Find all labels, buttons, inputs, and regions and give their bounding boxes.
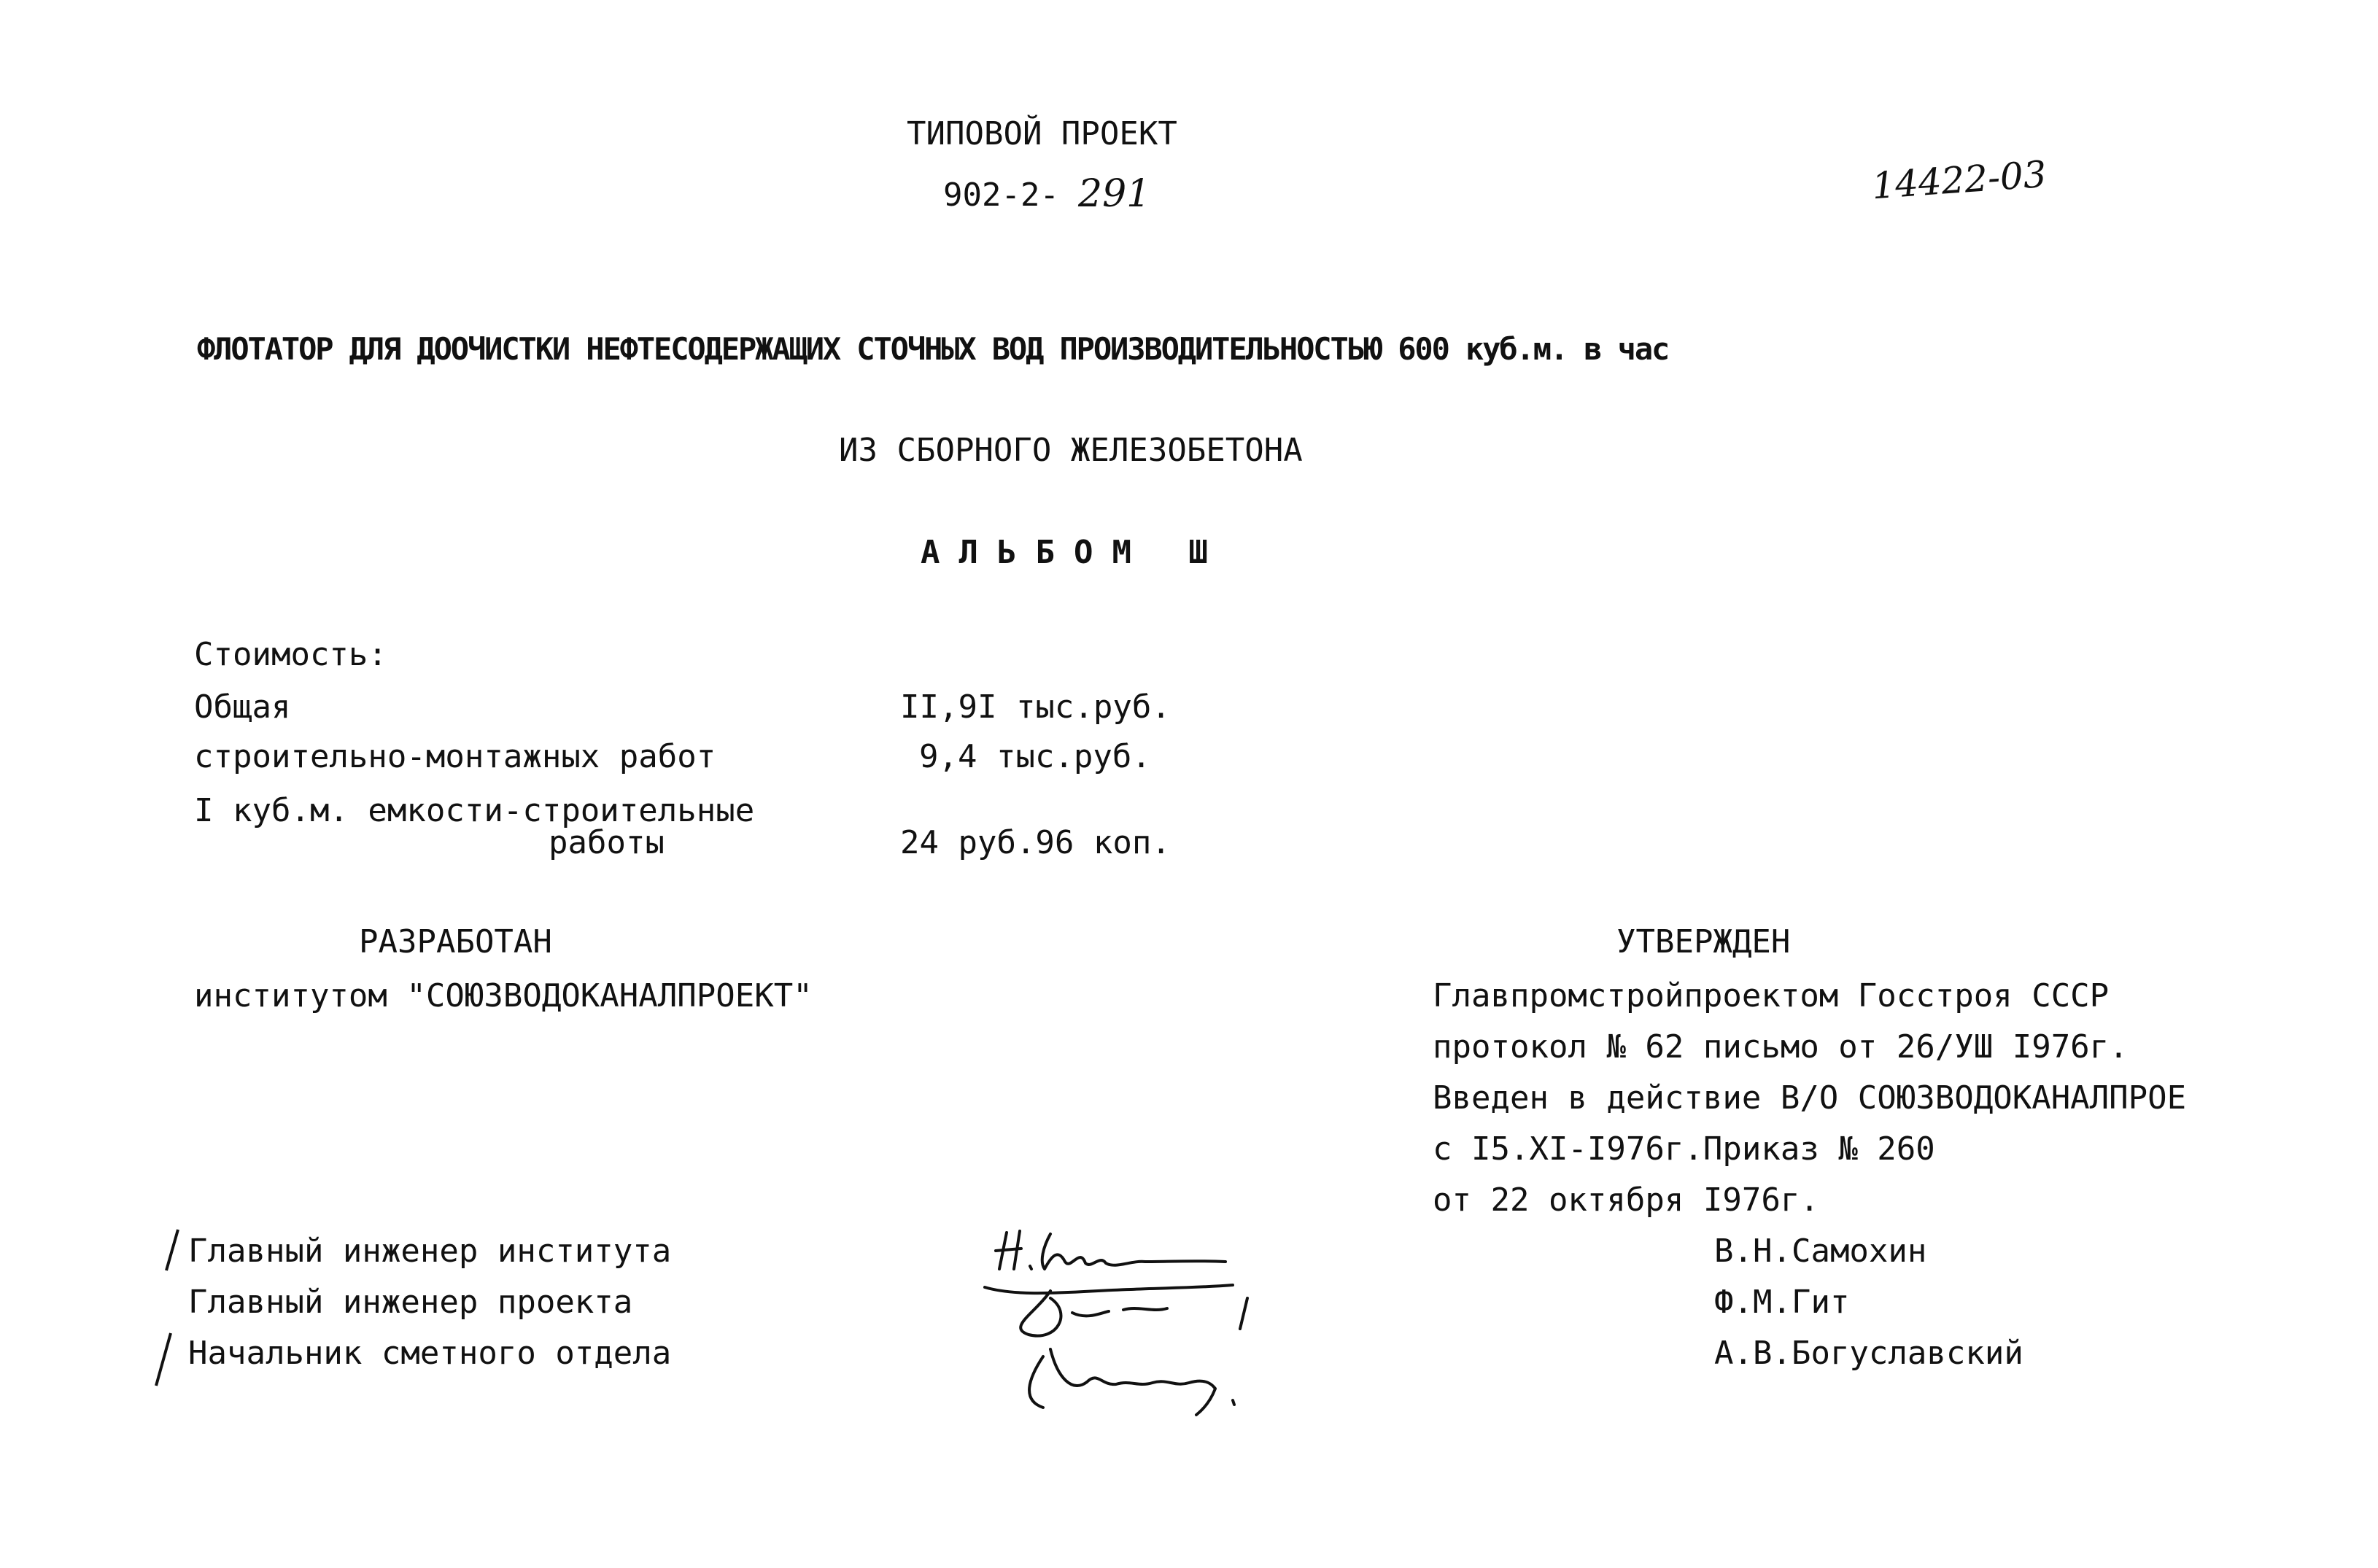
check-mark-3 bbox=[156, 1333, 171, 1386]
inventory-number: 14422-03 bbox=[1870, 152, 2048, 208]
position-chief-engineer-project: Главный инженер проекта bbox=[188, 1284, 633, 1321]
cost-label-per-m3-line1: I куб.м. емкости-строительные bbox=[194, 792, 755, 829]
project-code-printed: 902-2- bbox=[943, 176, 1059, 214]
check-mark-1 bbox=[166, 1230, 178, 1270]
approved-line: от 22 октября I976г. bbox=[1433, 1181, 1819, 1219]
signature-1 bbox=[996, 1231, 1225, 1269]
cost-value-per-m3: 24 руб.96 коп. bbox=[900, 824, 1171, 861]
approved-line: с I5.XI-I976г.Приказ № 260 bbox=[1433, 1130, 1935, 1168]
approved-heading: УТВЕРЖДЕН bbox=[1616, 923, 1791, 960]
cost-label-construction: строительно-монтажных работ bbox=[194, 738, 716, 775]
developed-heading: РАЗРАБОТАН bbox=[359, 923, 552, 960]
cost-label-total: Общая bbox=[194, 688, 291, 726]
handwritten-signatures bbox=[963, 1218, 1328, 1437]
signatory-name-3: А.В.Богуславский bbox=[1714, 1335, 2023, 1372]
project-title: ФЛОТАТОР ДЛЯ ДООЧИСТКИ НЕФТЕСОДЕРЖАЩИХ СТОЧНЫХ ВОД ПРОИЗВОДИТЕЛЬНОСТЬЮ 600 куб.м. в час bbox=[197, 331, 1669, 367]
signature-2 bbox=[985, 1285, 1247, 1336]
position-chief-engineer-institute: Главный инженер института bbox=[188, 1233, 672, 1270]
signatory-name-1: В.Н.Самохин bbox=[1714, 1233, 1927, 1270]
position-head-estimates-dept: Начальник сметного отдела bbox=[188, 1335, 672, 1372]
project-subtitle: ИЗ СБОРНОГО ЖЕЛЕЗОБЕТОНА bbox=[839, 432, 1303, 469]
cost-label-per-m3-line2: работы bbox=[549, 824, 665, 861]
cost-value-construction: 9,4 тыс.руб. bbox=[919, 738, 1151, 775]
doc-type-heading: ТИПОВОЙ ПРОЕКТ bbox=[907, 115, 1177, 152]
cost-value-total: II,9I тыс.руб. bbox=[900, 688, 1171, 726]
approved-line: протокол № 62 письмо от 26/УШ I976г. bbox=[1433, 1028, 2129, 1066]
approved-line: Главпромстройпроектом Госстроя СССР bbox=[1433, 977, 2110, 1014]
check-marks bbox=[149, 1224, 185, 1392]
cost-heading: Стоимость: bbox=[194, 636, 387, 673]
developed-by: институтом "СОЮЗВОДОКАНАЛПРОЕКТ" bbox=[194, 977, 813, 1014]
approved-line: Введен в действие В/О СОЮЗВОДОКАНАЛПРОЕ bbox=[1433, 1079, 2187, 1117]
signatory-name-2: Ф.М.Гит bbox=[1714, 1284, 1850, 1321]
signature-3 bbox=[1029, 1349, 1234, 1415]
project-code-handwritten: 291 bbox=[1078, 172, 1151, 216]
album-number: АЛЬБОМ Ш bbox=[921, 534, 1227, 571]
